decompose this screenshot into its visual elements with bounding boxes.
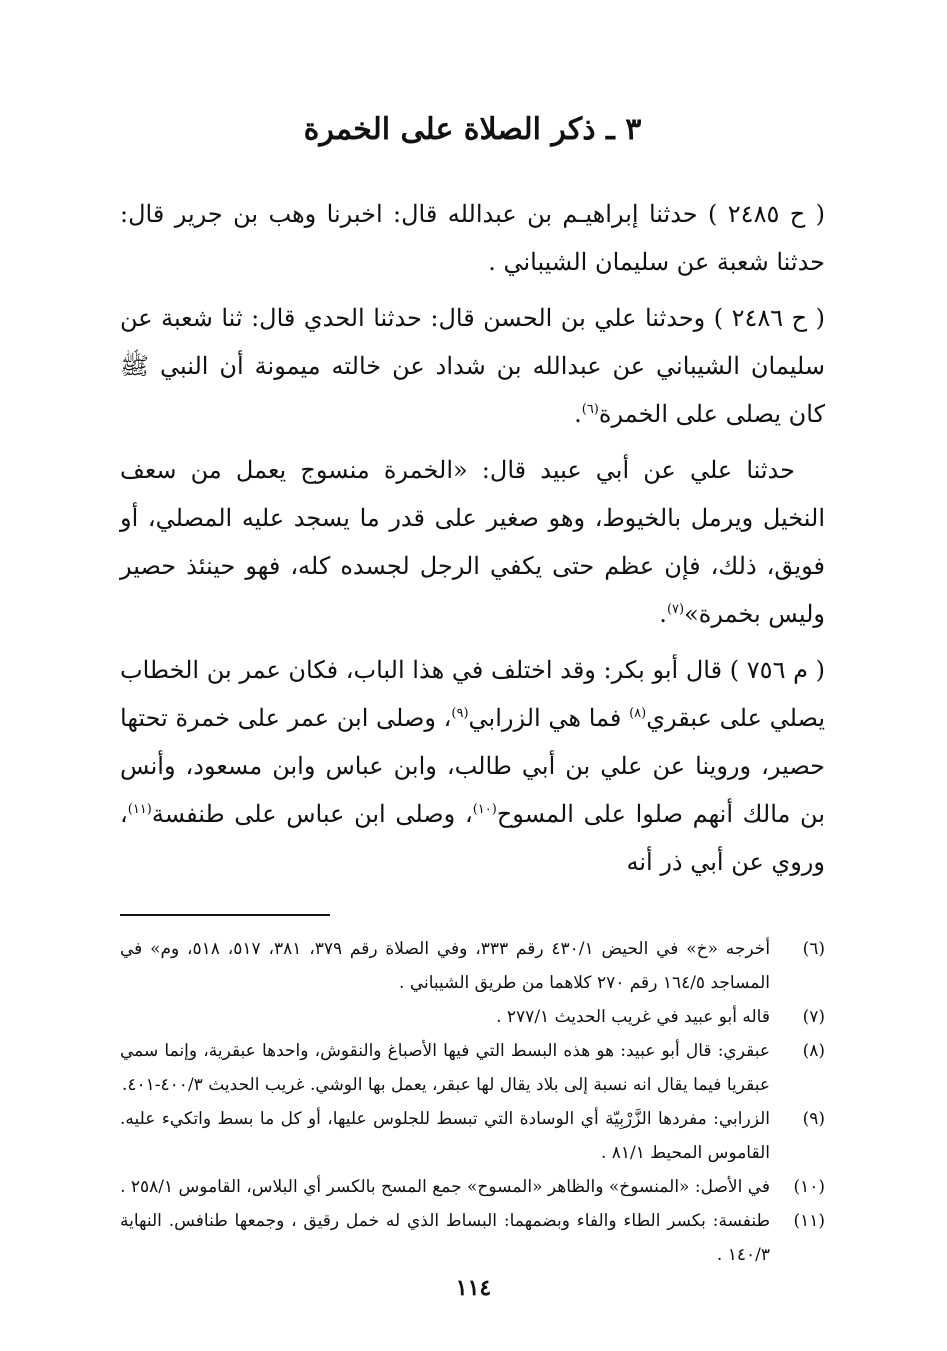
footnote-ref: (٩) (451, 706, 469, 721)
paragraph-text: ( ح ٢٤٨٥ ) حدثنا إبراهيـم بن عبدالله قال: اخبرنا وهب بن جرير قال: حدثنا شعبة عن سليمان الشيباني . (120, 200, 825, 276)
page-body (120, 100, 825, 1272)
footnote-text: طنفسة: بكسر الطاء والفاء وبضمهما: البساط الذي له خمل رقيق ، وجمعها طنافس. النهاية ١٤٠/٣ . (120, 1211, 770, 1265)
footnote-ref: (٧) (666, 602, 685, 617)
footnote-ref: (١١) (127, 802, 152, 817)
footnote-7 (120, 1000, 825, 1034)
hadith-paragraph-2485 (120, 190, 825, 286)
paragraph-tail: . (574, 400, 582, 428)
paragraph-tail: . (659, 600, 667, 628)
paragraph-text: حدثنا علي عن أبي عبيد قال: «الخمرة منسوج يعمل من سعف النخيل ويرمل بالخيوط، وهو صغير على قدر ما يسجد عليه المصلي، أو فويق، ذلك، فإن عظم حتى يكفي الرجل لجسده كله، فهو حينئذ حصير وليس بخمرة» (120, 456, 825, 628)
chapter-title: ٣ ـ ذكر الصلاة على الخمرة (303, 112, 642, 147)
footnote-8 (120, 1034, 825, 1102)
footnote-number: (١٠) (793, 1177, 825, 1197)
paragraph-text: ، وصلى ابن عباس على طنفسة (151, 800, 473, 828)
footnote-number: (٨) (802, 1041, 825, 1061)
footnote-text: في الأصل: «المنسوخ» والظاهر «المسوح» جمع المسح بالكسر أي البلاس، القاموس ٢٥٨/١ . (120, 1177, 770, 1197)
footnote-number: (٧) (802, 1007, 825, 1027)
footnote-text: عبقري: قال أبو عبيد: هو هذه البسط التي فيها الأصباغ والنقوش، واحدها عبقرية، وإنما سمي عبقريا فيما يقال انه نسبة إلى بلاد يقال لها عبقر، يعمل بها الوشي. غريب الحديث ٤٠٠/٣-٤٠١. (120, 1041, 770, 1095)
footnotes (120, 932, 825, 1272)
masala-756-paragraph (120, 646, 825, 886)
footnote-ref: (٨) (629, 706, 647, 721)
paragraph-text: فما هي الزرابي (468, 704, 630, 732)
hadith-paragraph-2486 (120, 294, 825, 438)
footnote-text: أخرجه «خ» في الحيض ٤٣٠/١ رقم ٣٣٣، وفي الصلاة رقم ٣٧٩، ٣٨١، ٥١٧، ٥١٨، وم» في المساجد ١٦٤/٥ رقم ٢٧٠ كلاهما من طريق الشيباني . (120, 939, 771, 993)
footnote-11 (120, 1204, 825, 1272)
footnote-number: (٩) (802, 1109, 825, 1129)
paragraph-text: ، وروي عن أبي ذر أنه (120, 800, 825, 876)
footnote-divider (120, 914, 330, 916)
footnote-number: (١١) (793, 1211, 825, 1231)
abu-ubaid-paragraph (120, 446, 825, 638)
footnote-number: (٦) (802, 939, 825, 959)
paragraph-text: ( م ٧٥٦ ) قال أبو بكر: وقد اختلف في هذا الباب، فكان عمر بن الخطاب يصلي على عبقري (120, 656, 826, 732)
footnote-text: قاله أبو عبيد في غريب الحديث ٢٧٧/١ . (496, 1007, 770, 1027)
footnote-10 (120, 1170, 825, 1204)
page-number: ١١٤ (455, 1275, 492, 1301)
footnote-9 (120, 1102, 825, 1170)
paragraph-text: ( ح ٢٤٨٦ ) وحدثنا علي بن الحسن قال: حدثنا الحدي قال: ثنا شعبة عن سليمان الشيباني عن عبدالله بن شداد عن خالته ميمونة أن النبي ﷺ كان يصلى على الخمرة (120, 304, 825, 428)
paragraph-text: ، وصلى ابن عمر على خمرة تحتها حصير، وروينا عن علي بن أبي طالب، وابن عباس وابن مسعود، وأنس بن مالك أنهم صلوا على المسوح (120, 704, 825, 828)
footnote-ref: (٦) (581, 402, 599, 417)
footnote-text: الزرابي: مفردها الزَّرْبِيّة أي الوسادة التي تبسط للجلوس عليها، أو كل ما بسط واتكيء عليه. القاموس المحيط ٨١/١ . (120, 1109, 770, 1163)
footnote-6 (120, 932, 825, 1000)
footnote-ref: (١٠) (472, 802, 497, 817)
